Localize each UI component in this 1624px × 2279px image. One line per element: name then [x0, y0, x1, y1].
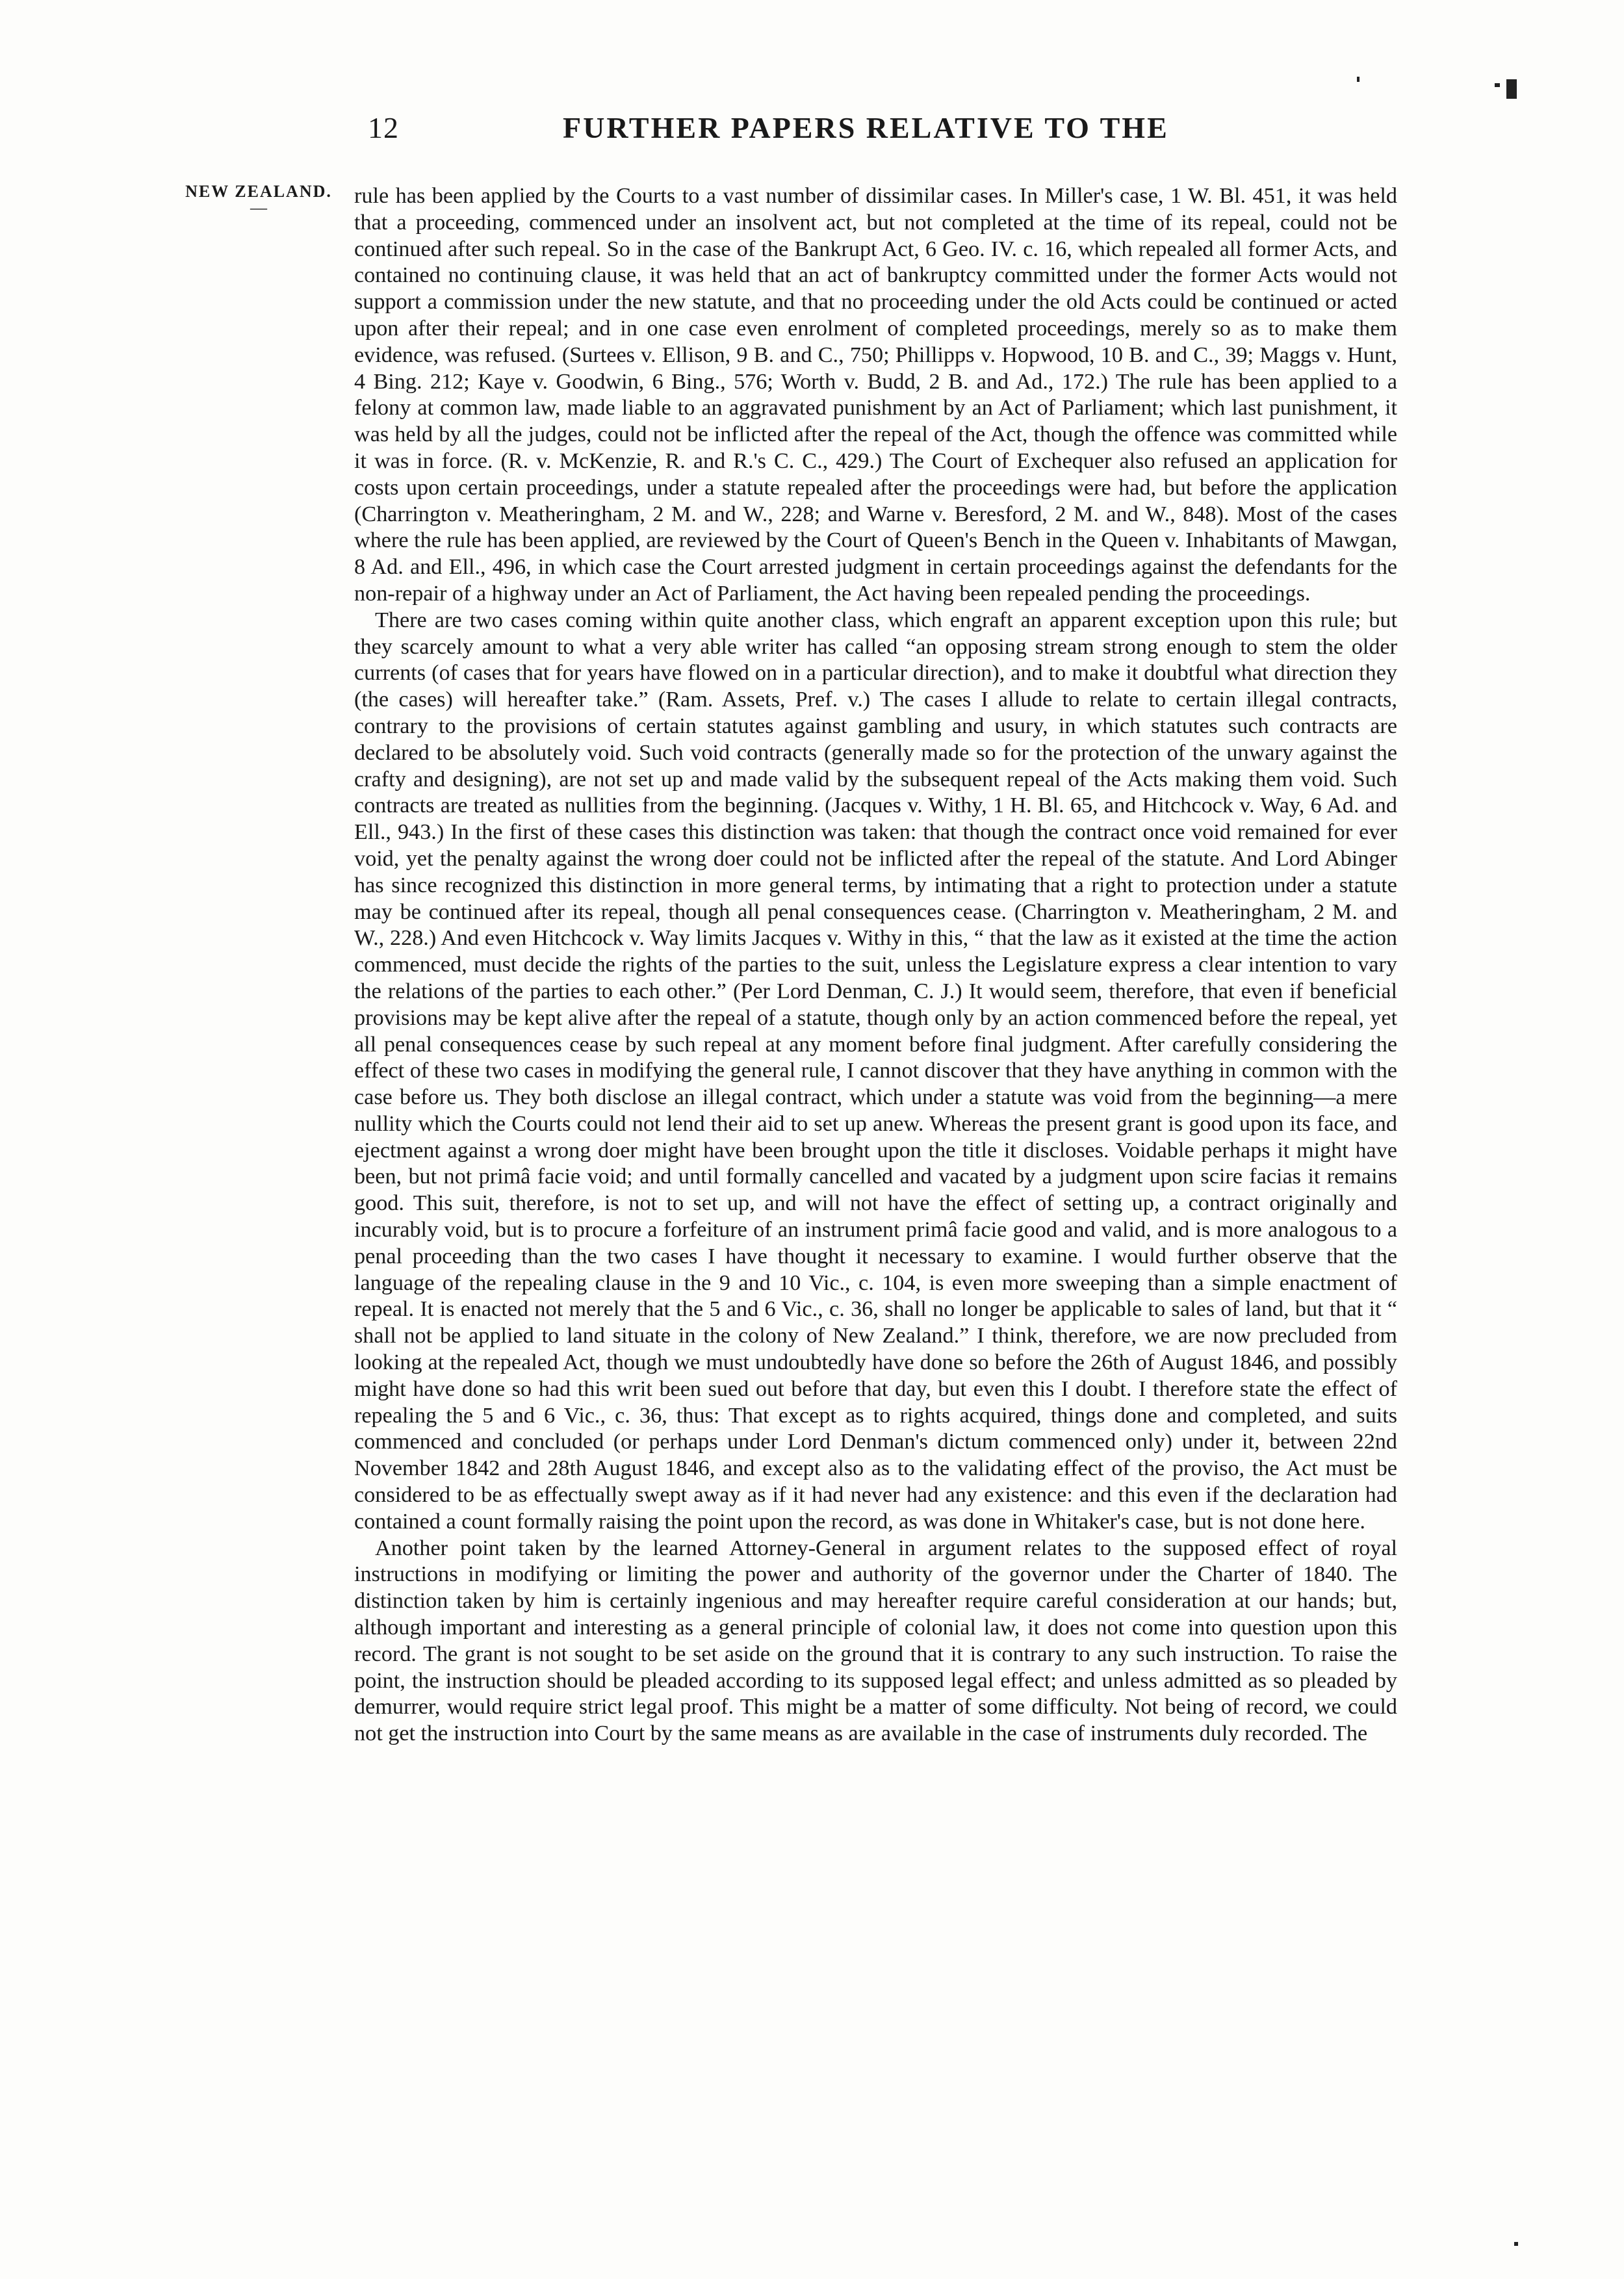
paragraph: There are two cases coming within quite another class, which engraft an apparent exception upon this rule; but they scarcely amount to what a very able writer has called “an opposing stream strong enough to stem the older currents (of cases that for years have flowed on in a particular direction), and to make it doubtful what direction they (the cases) will hereafter take.” (Ram. Assets, Pref. v.) The cases I allude to relate to certain illegal contracts, contrary to the provisions of certain statutes against gambling and usury, in which statutes such contracts are declared to be absolutely void. Such void contracts (generally made so for the protection of the unwary against the crafty and designing), are not set up and made valid by the subsequent repeal of the Acts making them void. Such contracts are treated as nullities from the beginning. (Jacques v. Withy, 1 H. Bl. 65, and Hitchcock v. Way, 6 Ad. and Ell., 943.) In the first of these cases this distinction was taken: that though the contract once void remained for ever void, yet the penalty against the wrong doer could not be inflicted after the repeal of the statute. And Lord Abinger has since recognized this distinction in more general terms, by intimating that a right to protection under a statute may be continued after its repeal, though all penal consequences cease. (Charrington v. Meatheringham, 2 M. and W., 228.) And even Hitchcock v. Way limits Jacques v. Withy in this, “ that the law as it existed at the time the action commenced, must decide the rights of the parties to the suit, unless the Legislature express a clear intention to vary the relations of the parties to each other.” (Per Lord Denman, C. J.) It would seem, therefore, that even if beneficial provisions may be kept alive after the repeal of a statute, though only by an action commenced before the repeal, yet all penal consequences cease by such repeal at any moment before final judgment. After carefully considering the effect of these two cases in modifying the general rule, I cannot discover that they have anything in common with the case before us. They both disclose an illegal contract, which under a statute was void from the beginning—a mere nullity which the Courts could not lend their aid to set up anew. Whereas the present grant is good upon its face, and ejectment against a wrong doer might have been brought upon the title it discloses. Voidable perhaps it might have been, but not primâ facie void; and until formally cancelled and vacated by a judgment upon scire facias it remains good. This suit, therefore, is not to set up, and will not have the effect of setting up, a contract originally and incurably void, but is to procure a forfeiture of an instrument primâ facie good and valid, and is more analogous to a penal proceeding than the two cases I have thought it necessary to examine. I would further observe that the language of the repealing clause in the 9 and 10 Vic., c. 104, is even more sweeping than a simple enactment of repeal. It is enacted not merely that the 5 and 6 Vic., c. 36, shall no longer be applicable to sales of land, but that it “ shall not be applied to land situate in the colony of New Zealand.” I think, therefore, we are now precluded from looking at the repealed Act, though we must undoubtedly have done so before the 26th of August 1846, and possibly might have done so had this writ been sued out before that day, but even this I doubt. I therefore state the effect of repealing the 5 and 6 Vic., c. 36, thus: That except as to rights acquired, things done and completed, and suits commenced and concluded (or perhaps under Lord Denman's dictum commenced only) under it, between 22nd November 1842 and 28th August 1846, and except also as to the validating effect of the proviso, the Act must be considered to be as effectually swept away as if it had never had any existence: and this even if the declaration had contained a count formally raising the point upon the record, as was done in Whitaker's case, but is not done here. [354, 608, 1397, 1534]
paragraph: rule has been applied by the Courts to a vast number of dissimilar cases. In Miller's case, 1 W. Bl. 451, it was held that a proceeding, commenced under an insolvent act, but not completed at the time of its repeal, could not be continued after such repeal. So in the case of the Bankrupt Act, 6 Geo. IV. c. 16, which repealed all former Acts, and contained no continuing clause, it was held that an act of bankruptcy committed under the former Acts would not support a commission under the new statute, and that no proceeding under the old Acts could be continued or acted upon after their repeal; and in one case even enrolment of completed proceedings, merely so as to make them evidence, was refused. (Surtees v. Ellison, 9 B. and C., 750; Phillipps v. Hopwood, 10 B. and C., 39; Maggs v. Hunt, 4 Bing. 212; Kaye v. Goodwin, 6 Bing., 576; Worth v. Budd, 2 B. and Ad., 172.) The rule has been applied to a felony at common law, made liable to an aggravated punishment by an Act of Parliament; which last punishment, it was held by all the judges, could not be inflicted after the repeal of the Act, though the offence was committed while it was in force. (R. v. McKenzie, R. and R.'s C. C., 429.) The Court of Exchequer also refused an application for costs upon certain proceedings, under a statute repealed after the proceedings were had, but before the application (Charrington v. Meatheringham, 2 M. and W., 228; and Warne v. Beresford, 2 M. and W., 848). Most of the cases where the rule has been applied, are reviewed by the Court of Queen's Bench in the Queen v. Inhabitants of Mawgan, 8 Ad. and Ell., 496, in which case the Court arrested judgment in certain proceedings against the defendants for the non-repair of a highway under an Act of Parliament, the Act having been repealed pending the proceedings. [354, 184, 1397, 606]
page-number: 12 [368, 111, 399, 144]
scan-speck [1506, 79, 1517, 99]
scan-speck [1357, 77, 1360, 82]
marginal-label: NEW ZEALAND. [185, 182, 332, 201]
scan-speck [1495, 83, 1500, 87]
running-head: FURTHER PAPERS RELATIVE TO THE [563, 111, 1169, 144]
marginal-dash: — [250, 198, 267, 217]
paragraph: Another point taken by the learned Attorney-General in argument relates to the supposed effect of royal instructions in modifying or limiting the power and authority of the governor under the Charter of 1840. The distinction taken by him is certainly ingenious and may hereafter require careful consideration at our hands; but, although important and interesting as a general principle of colonial law, it does not come into question upon this record. The grant is not sought to be set aside on the ground that it is contrary to any such instruction. To raise the point, the instruction should be pleaded according to its supposed legal effect; and unless admitted as so pleaded by demurrer, would require strict legal proof. This might be a matter of some difficulty. Not being of record, we could not get the instruction into Court by the same means as are available in the case of instruments duly recorded. The [354, 1536, 1397, 1746]
marginal-note [168, 182, 350, 217]
body-text [354, 183, 1397, 1747]
scan-speck [1514, 2242, 1518, 2246]
